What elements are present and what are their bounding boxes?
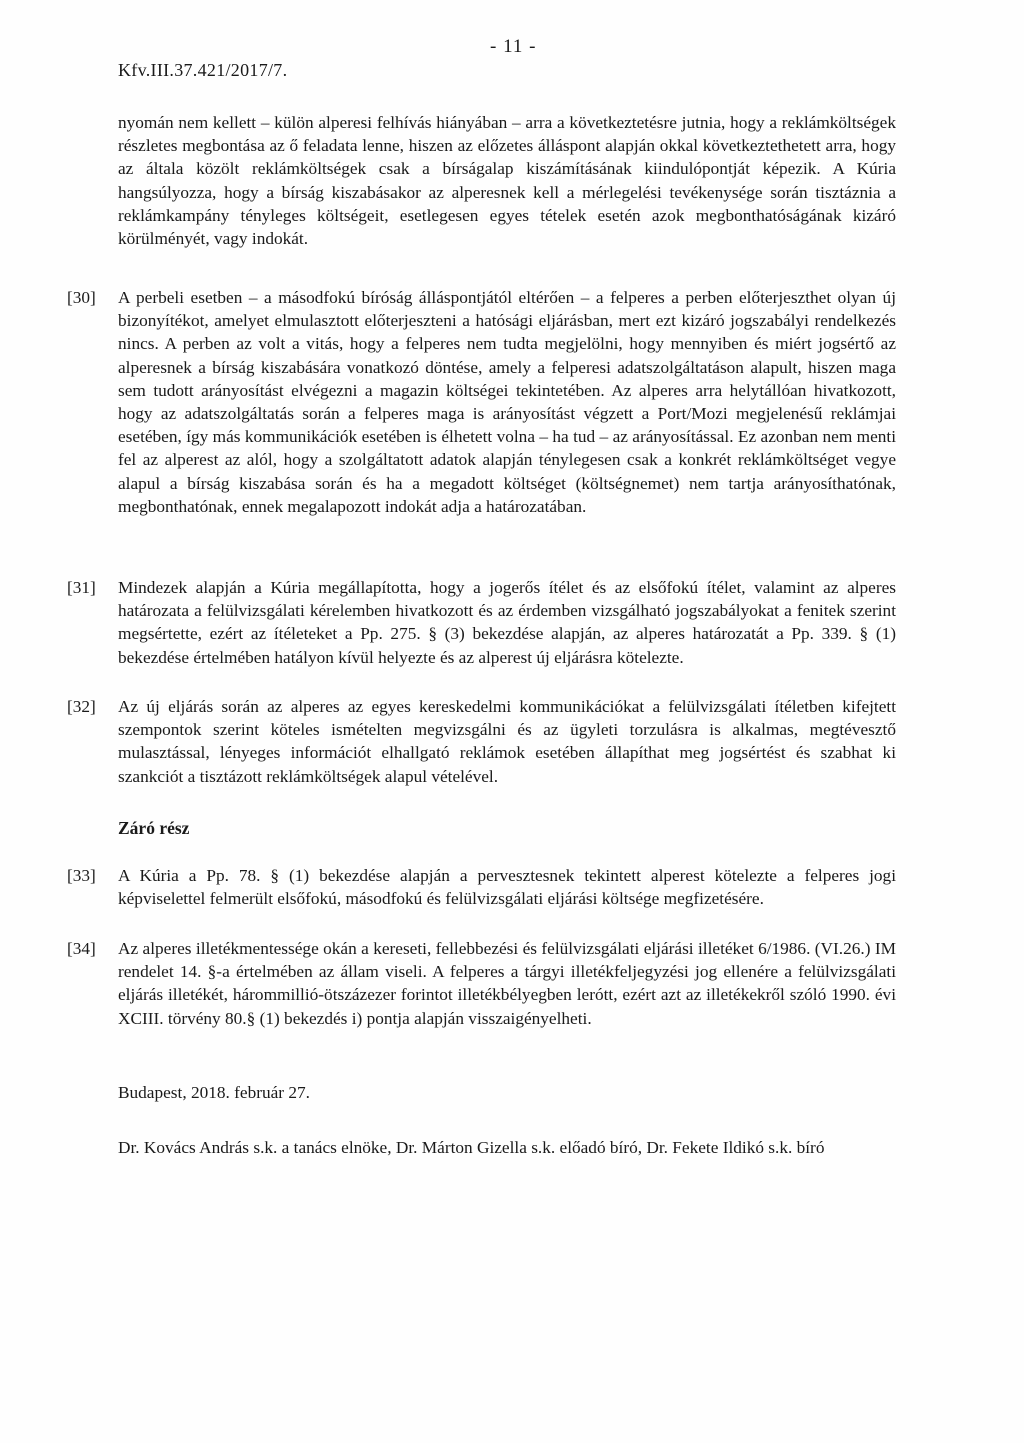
intro-paragraph: nyomán nem kellett – külön alperesi felhívás hiányában – arra a következtetésre jutnia, hogy a reklámköltségek részletes megbontása az ő feladata lenne, hiszen az előzetes álláspont alapján okkal következtethetett arra, hogy az általa közölt reklámköltségek csak a bírságalap kiszámításának kiindulópontját képezik. A Kúria hangsúlyozza, hogy a bírság kiszabásakor az alperesnek kell a mérlegelési tevékenysége során tisztáznia a reklámkampány tényleges költségeit, esetlegesen egyes tételek esetén azok megbonthatóságának kizáró körülményét, vagy indokát. xyxy=(118,113,896,249)
paragraph-number: [31] xyxy=(67,578,96,597)
paragraph-33 xyxy=(67,864,896,910)
signatories: Dr. Kovács András s.k. a tanács elnöke, Dr. Márton Gizella s.k. előadó bíró, Dr. Fekete Ildikó s.k. bíró xyxy=(118,1138,825,1157)
section-heading: Záró rész xyxy=(118,818,190,838)
paragraph-number: [33] xyxy=(67,866,96,885)
paragraph-text: A Kúria a Pp. 78. § (1) bekezdése alapján a pervesztesnek tekintett alperest kötelezte a felperes jogi képviselettel felmerült elsőfokú, másodfokú és felülvizsgálati eljárási költsége megfizetésére. xyxy=(118,866,896,909)
paragraph-32 xyxy=(67,695,896,788)
paragraph-31 xyxy=(67,576,896,669)
page-number: - 11 - xyxy=(490,36,537,57)
paragraph-number: [32] xyxy=(67,697,96,716)
place-and-date: Budapest, 2018. február 27. xyxy=(118,1083,310,1102)
paragraph-number: [30] xyxy=(67,288,96,307)
paragraph-30 xyxy=(67,286,896,518)
paragraph-text: Az alperes illetékmentessége okán a kereseti, fellebbezési és felülvizsgálati eljárási illetéket 6/1986. (VI.26.) IM rendelet 14. §-a értelmében az állam viseli. A felperes a tárgyi illetékfeljegyzési jog ellenére a felülvizsgálati eljárás illetékét, hárommillió-ötszázezer forintot illetékbélyegben lerótt, ezért azt az illetékekről szóló 1990. évi XCIII. törvény 80.§ (1) bekezdés i) pontja alapján visszaigényelheti. xyxy=(118,939,896,1028)
paragraph-text: Az új eljárás során az alperes az egyes kereskedelmi kommunikációkat a felülvizsgálati ítéletben kifejtett szempontok szerint köteles ismételten megvizsgálni és az ügyleti torzulásra is alkalmas, megtévesztő mulasztással, lényeges információt elhallgató reklámok esetében állapíthat meg jogsértést és szabhat ki szankciót a tisztázott reklámköltségek alapul vételével. xyxy=(118,697,896,786)
paragraph-text: A perbeli esetben – a másodfokú bíróság álláspontjától eltérően – a felperes a perben előterjeszthet olyan új bizonyítékot, amelyet elmulasztott előterjeszteni a hatósági eljárásban, mert ezt kizáró jogszabályi rendelkezés nincs. A perben az volt a vitás, hogy a felperes nem tudta megjelölni, hogy mennyiben és miért jogsértő az alperesnek a bírság kiszabására vonatkozó döntése, amely a felperesi adatszolgáltatáson alapult, hiszen maga sem tudott arányosítást elvégezni a magazin költségei tekintetében. Az alperes arra helytállóan hivatkozott, hogy az adatszolgáltatás során a felperes maga is arányosítást végzett a Port/Mozi megjelenésű reklámjai esetében, így más kommunikációk esetében is élhetett volna – ha tud – az arányosítással. Ez azonban nem menti fel az alperest az alól, hogy a szolgáltatott adatok alapján ténylegesen csak a konkrét reklámköltséget vegye alapul a bírság kiszabása során és ha a megadott költséget (költségnemet) nem tartja arányosíthatónak, megbonthatónak, ennek megalapozott indokát adja a határozatában. xyxy=(118,288,896,516)
paragraph-text: Mindezek alapján a Kúria megállapította, hogy a jogerős ítélet és az elsőfokú ítélet, valamint az alperes határozata a felülvizsgálati kérelemben hivatkozott és az érdemben vizsgálható jogszabályokat a fenitek szerint megsértette, ezért az ítéleteket a Pp. 275. § (3) bekezdése alapján, az alperes határozatát a Pp. 339. § (1) bekezdése értelmében hatályon kívül helyezte és az alperest új eljárásra kötelezte. xyxy=(118,578,896,667)
paragraph-number: [34] xyxy=(67,939,96,958)
case-reference: Kfv.III.37.421/2017/7. xyxy=(118,60,288,80)
paragraph-34 xyxy=(67,937,896,1030)
